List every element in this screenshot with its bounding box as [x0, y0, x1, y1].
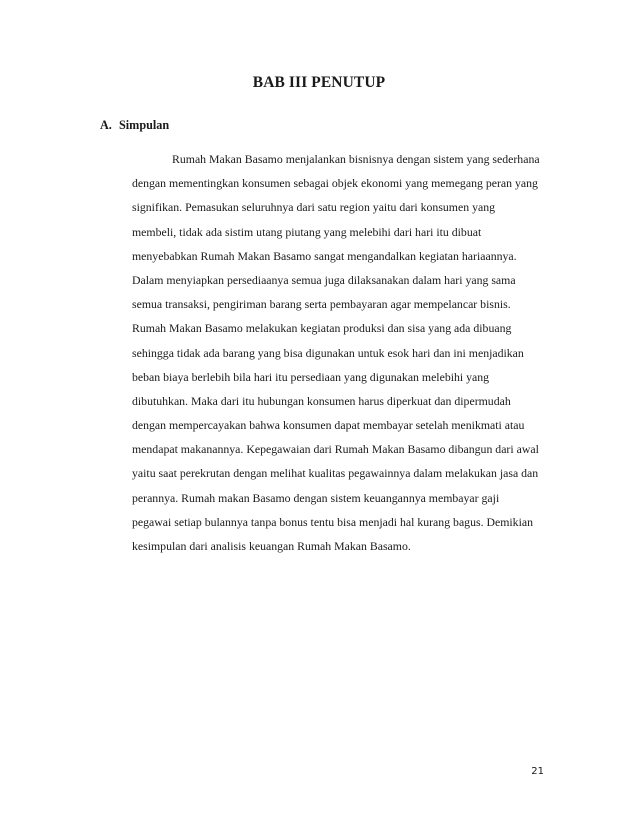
conclusion-paragraph — [132, 147, 552, 558]
paragraph-line: Rumah Makan Basamo menjalankan bisnisnya dengan sistem yang sederhana — [172, 152, 540, 166]
paragraph-line: membeli, tidak ada sistim utang piutang yang melebihi dari hari itu dibuat — [132, 224, 482, 239]
section-heading — [100, 118, 169, 133]
paragraph-line: dengan mempercayakan bahwa konsumen dapat membayar setelah menikmati atau — [132, 418, 525, 433]
paragraph-line: mendapat makanannya. Kepegawaian dari Rumah Makan Basamo dibangun dari awal — [132, 442, 539, 457]
paragraph-line: dibutuhkan. Maka dari itu hubungan konsumen harus diperkuat dan dipermudah — [132, 393, 511, 408]
paragraph-line: menyebabkan Rumah Makan Basamo sangat mengandalkan kegiatan hariaannya. — [132, 248, 517, 263]
paragraph-line: dengan mementingkan konsumen sebagai objek ekonomi yang memegang peran yang — [132, 176, 538, 191]
paragraph-line: Rumah Makan Basamo melakukan kegiatan produksi dan sisa yang ada dibuang — [132, 321, 512, 336]
paragraph-line: beban biaya berlebih bila hari itu persediaan yang digunakan melebihi yang — [132, 369, 490, 384]
paragraph-line: sehingga tidak ada barang yang bisa digunakan untuk esok hari dan ini menjadikan — [132, 345, 524, 360]
chapter-title: BAB III PENUTUP — [252, 74, 386, 91]
section-title: Simpulan — [119, 118, 170, 132]
paragraph-line: perannya. Rumah makan Basamo dengan sistem keuangannya membayar gaji — [132, 490, 500, 505]
paragraph-line: signifikan. Pemasukan seluruhnya dari satu region yaitu dari konsumen yang — [132, 200, 496, 215]
paragraph-line: pegawai setiap bulannya tanpa bonus tentu bisa menjadi hal kurang bagus. Demikian — [132, 514, 533, 529]
paragraph-line: semua transaksi, pengiriman barang serta pembayaran agar mempelancar bisnis. — [132, 297, 511, 312]
paragraph-line: Dalam menyiapkan persediaanya semua juga dilaksanakan dalam hari yang sama — [132, 272, 516, 287]
paragraph-line: kesimpulan dari analisis keuangan Rumah Makan Basamo. — [132, 539, 411, 553]
page-number: 21 — [531, 766, 544, 777]
paragraph-line: yaitu saat perekrutan dengan melihat kualitas pegawainnya dalam melakukan jasa dan — [132, 466, 539, 481]
section-label: A. — [100, 118, 112, 132]
